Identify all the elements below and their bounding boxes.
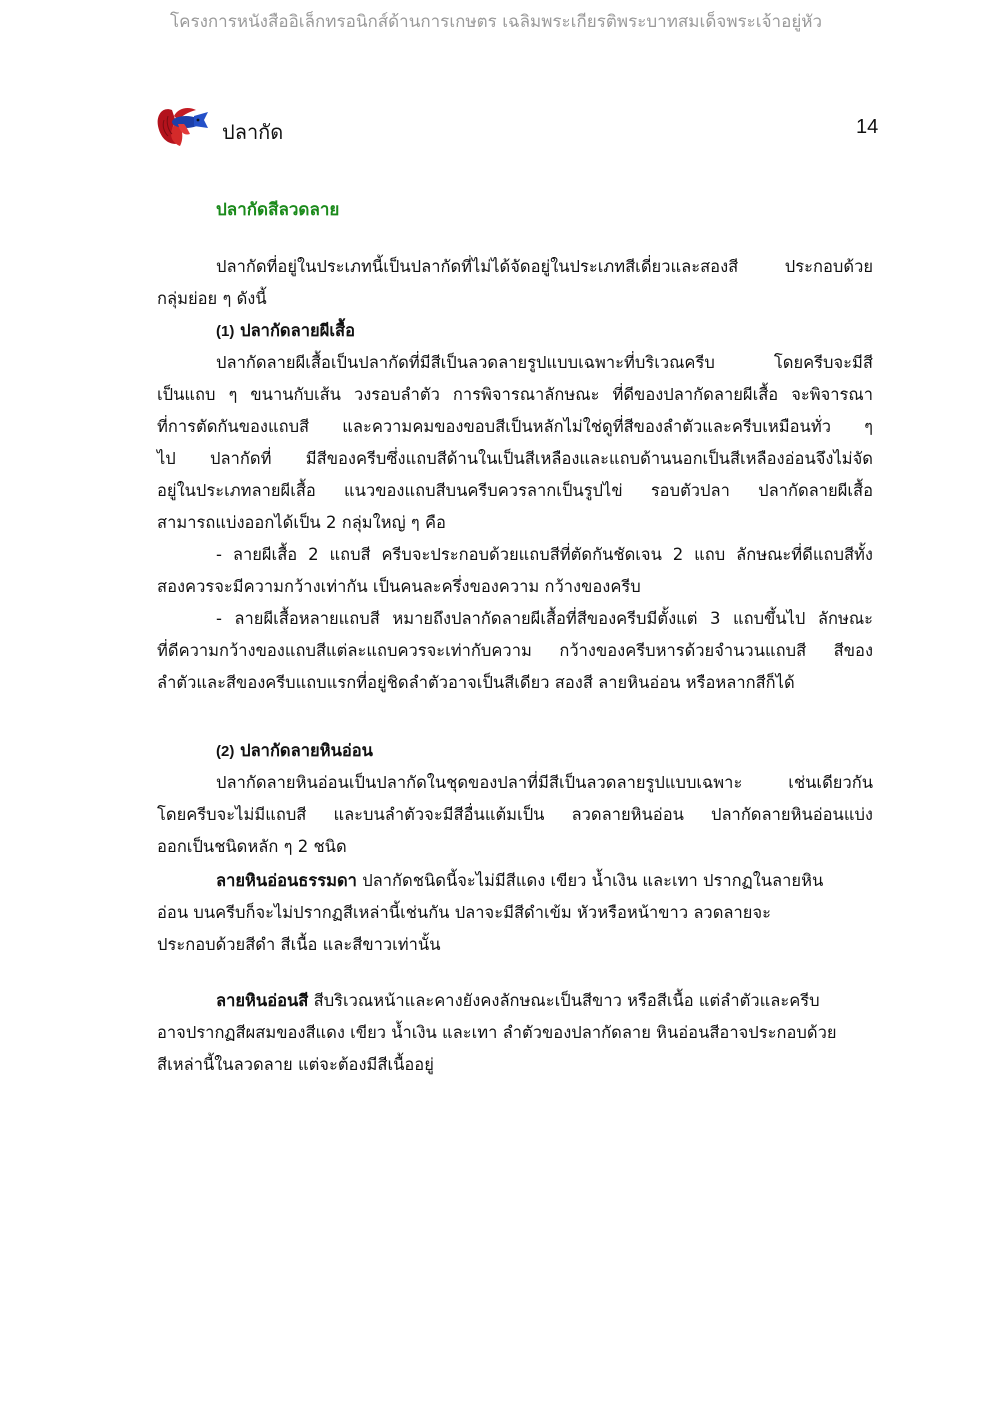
paragraph-line: ปลากัดลายหินอ่อนเป็นปลากัดในชุดของปลาที่มีสีเป็นลวดลายรูปแบบเฉพาะ เช่นเดียวกัน: [216, 773, 873, 792]
paragraph-line: ออกเป็นชนิดหลัก ๆ 2 ชนิด: [157, 837, 347, 856]
bullet-line: ลำตัวและสีของครีบแถบแรกที่อยู่ชิดลำตัวอาจเป็นสีเดียว สองสี ลายหินอ่อน หรือหลากสีก็ได้: [157, 673, 795, 692]
subheading-number: (1): [216, 323, 235, 340]
intro-line: ปลากัดที่อยู่ในประเภทนี้เป็นปลากัดที่ไม่ได้จัดอยู่ในประเภทสีเดี่ยวและสองสี ประกอบด้วย: [216, 257, 873, 276]
bullet-line: - ลายผีเสื้อ 2 แถบสี ครีบจะประกอบด้วยแถบสีที่ตัดกันชัดเจน 2 แถบ ลักษณะที่ดีแถบสีทั้ง: [216, 545, 873, 564]
betta-fish-icon: [154, 102, 208, 148]
subheading-title: ปลากัดลายผีเสื้อ: [240, 321, 355, 340]
type-line: [216, 988, 820, 1014]
paragraph-line: โดยครีบจะไม่มีแถบสี และบนลำตัวจะมีสีอื่นแต้มเป็น ลวดลายหินอ่อน ปลากัดลายหินอ่อนแบ่ง: [157, 805, 873, 824]
intro-line: กลุ่มย่อย ๆ ดังนี้: [157, 289, 267, 308]
section-heading: ปลากัดสีลวดลาย: [216, 200, 340, 220]
chapter-title: ปลากัด: [222, 120, 284, 144]
running-header: โครงการหนังสืออิเล็กทรอนิกส์ด้านการเกษตร เฉลิมพระเกียรติพระบาทสมเด็จพระเจ้าอยู่หัว: [169, 12, 823, 32]
page-number: 14: [856, 116, 879, 138]
paragraph-line: สามารถแบ่งออกได้เป็น 2 กลุ่มใหญ่ ๆ คือ: [157, 513, 446, 532]
subheading-butterfly: [216, 318, 355, 344]
type-text: ปลากัดชนิดนี้จะไม่มีสีแดง เขียว น้ำเงิน และเทา ปรากฏในลายหิน: [356, 871, 824, 890]
bullet-line: สองควรจะมีความกว้างเท่ากัน เป็นคนละครึ่งของความ กว้างของครีบ: [157, 577, 641, 596]
paragraph-line: อ่อน บนครีบก็จะไม่ปรากฏสีเหล่านี้เช่นกัน ปลาจะมีสีดำเข้ม หัวหรือหน้าขาว ลวดลายจะ: [157, 903, 771, 922]
type-label: ลายหินอ่อนธรรมดา: [216, 871, 357, 890]
paragraph-line: ประกอบด้วยสีดำ สีเนื้อ และสีขาวเท่านั้น: [157, 935, 441, 954]
bullet-line: ที่ดีความกว้างของแถบสีแต่ละแถบควรจะเท่ากับความ กว้างของครีบหารด้วยจำนวนแถบสี สีของ: [157, 641, 873, 660]
subheading-number: (2): [216, 743, 235, 760]
subheading-title: ปลากัดลายหินอ่อน: [240, 741, 373, 760]
paragraph-line: อยู่ในประเภทลายผีเสื้อ แนวของแถบสีบนครีบควรลากเป็นรูปไข่ รอบตัวปลา ปลากัดลายผีเสื้อ: [157, 481, 873, 500]
subheading-marble: [216, 738, 373, 764]
type-text: สีบริเวณหน้าและคางยังคงลักษณะเป็นสีขาว หรือสีเนื้อ แต่ลำตัวและครีบ: [308, 991, 820, 1010]
paragraph-line: ที่การตัดกันของแถบสี และความคมของขอบสีเป็นหลักไม่ใช่ดูที่สีของลำตัวและครีบเหมือนทั่ว ๆ: [157, 417, 873, 436]
paragraph-line: เป็นแถบ ๆ ขนานกับเส้น วงรอบลำตัว การพิจารณาลักษณะ ที่ดีของปลากัดลายผีเสื้อ จะพิจารณา: [157, 385, 873, 404]
type-label: ลายหินอ่อนสี: [216, 991, 309, 1010]
bullet-line: - ลายผีเสื้อหลายแถบสี หมายถึงปลากัดลายผีเสื้อที่สีของครีบมีตั้งแต่ 3 แถบขึ้นไป ลักษณะ: [216, 609, 873, 628]
paragraph-line: ปลากัดลายผีเสื้อเป็นปลากัดที่มีสีเป็นลวดลายรูปแบบเฉพาะที่บริเวณครีบ โดยครีบจะมีสี: [216, 353, 873, 372]
paragraph-line: สีเหล่านี้ในลวดลาย แต่จะต้องมีสีเนื้ออยู่: [157, 1055, 434, 1074]
paragraph-line: อาจปรากฏสีผสมของสีแดง เขียว น้ำเงิน และเทา ลำตัวของปลากัดลาย หินอ่อนสีอาจประกอบด้วย: [157, 1023, 837, 1042]
type-line: [216, 868, 823, 894]
paragraph-line: ไป ปลากัดที่ มีสีของครีบซึ่งแถบสีด้านในเป็นสีเหลืองและแถบด้านนอกเป็นสีเหลืองอ่อนจึงไม่จัด: [157, 449, 873, 468]
